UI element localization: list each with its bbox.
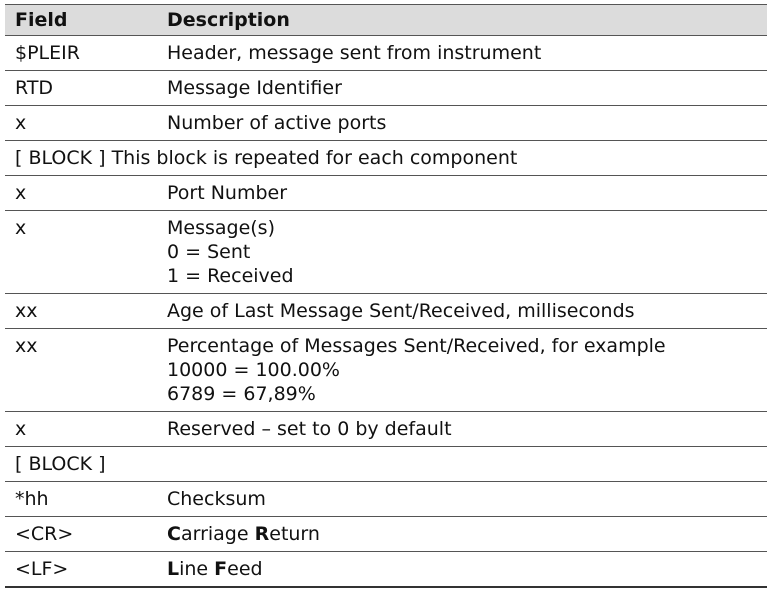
description-line: 6789 = 67,89% xyxy=(167,383,316,405)
description-cell xyxy=(157,176,767,211)
table-row xyxy=(5,176,767,211)
table-row xyxy=(5,106,767,141)
description-line: 10000 = 100.00% xyxy=(167,359,340,381)
description-initial: F xyxy=(214,558,228,580)
block-label: [ BLOCK ] This block is repeated for each component xyxy=(5,141,767,176)
description-text: eed xyxy=(227,558,263,580)
description-cell xyxy=(157,412,767,447)
description-cell xyxy=(157,329,767,412)
description-line: Message(s) xyxy=(167,217,275,239)
column-header-description: Description xyxy=(157,5,767,36)
description-line: 0 = Sent xyxy=(167,241,251,263)
table-row xyxy=(5,412,767,447)
field-cell: RTD xyxy=(5,71,157,106)
table-row xyxy=(5,517,767,552)
description-line: Reserved – set to 0 by default xyxy=(167,418,452,440)
description-line: Port Number xyxy=(167,182,288,204)
table-row xyxy=(5,211,767,294)
field-cell: x xyxy=(5,106,157,141)
description-cell xyxy=(157,482,767,517)
description-text: ine xyxy=(179,558,215,580)
field-cell: xx xyxy=(5,294,157,329)
description-line: Number of active ports xyxy=(167,112,387,134)
field-cell: $PLEIR xyxy=(5,36,157,71)
field-cell: <CR> xyxy=(5,517,157,552)
description-text: arriage xyxy=(180,523,255,545)
description-initial: L xyxy=(167,558,180,580)
description-initial: R xyxy=(254,523,270,545)
table-row xyxy=(5,294,767,329)
table-body xyxy=(5,36,767,588)
table-row xyxy=(5,329,767,412)
description-line: Message Identifier xyxy=(167,77,342,99)
table-row xyxy=(5,482,767,517)
description-cell xyxy=(157,36,767,71)
description-cell xyxy=(157,517,767,552)
description-cell xyxy=(157,552,767,588)
field-cell: xx xyxy=(5,329,157,412)
description-line: Header, message sent from instrument xyxy=(167,42,542,64)
field-cell: <LF> xyxy=(5,552,157,588)
description-line: 1 = Received xyxy=(167,265,294,287)
description-line: Checksum xyxy=(167,488,266,510)
field-cell: x xyxy=(5,176,157,211)
description-text: eturn xyxy=(269,523,320,545)
table-row xyxy=(5,71,767,106)
description-initial: C xyxy=(167,523,181,545)
description-line: Age of Last Message Sent/Received, milliseconds xyxy=(167,300,635,322)
description-cell xyxy=(157,294,767,329)
table-row xyxy=(5,36,767,71)
field-cell: x xyxy=(5,412,157,447)
description-cell xyxy=(157,71,767,106)
table-row xyxy=(5,552,767,588)
block-row xyxy=(5,141,767,176)
field-cell: x xyxy=(5,211,157,294)
field-cell: *hh xyxy=(5,482,157,517)
description-cell xyxy=(157,106,767,141)
description-line: Percentage of Messages Sent/Received, for example xyxy=(167,335,666,357)
block-row xyxy=(5,447,767,482)
message-format-table xyxy=(5,4,767,588)
table-header-row xyxy=(5,5,767,36)
column-header-field: Field xyxy=(5,5,157,36)
block-label: [ BLOCK ] xyxy=(5,447,767,482)
description-cell xyxy=(157,211,767,294)
